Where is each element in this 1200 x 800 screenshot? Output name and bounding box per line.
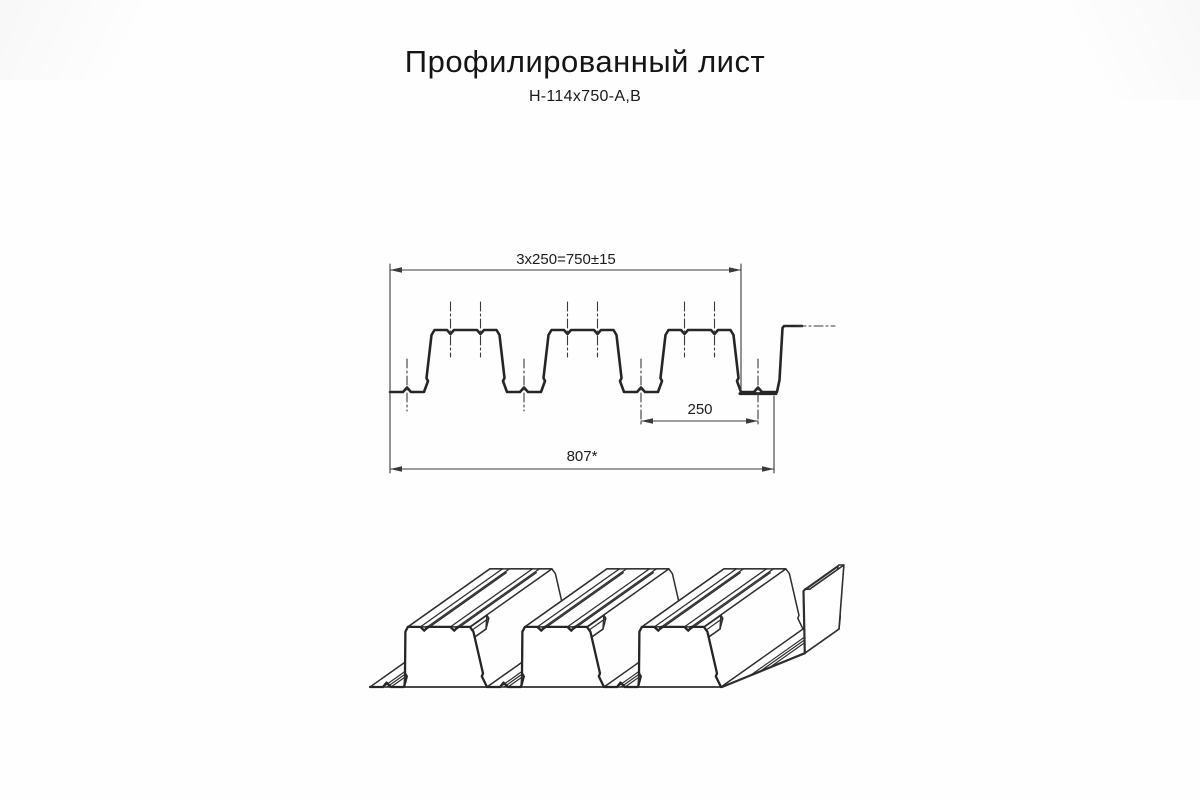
page-subtitle: Н-114х750-А,В bbox=[528, 88, 642, 105]
cross-section-view bbox=[390, 264, 835, 473]
page-title: Профилированный лист bbox=[404, 44, 766, 79]
dimension-label-overall-width: 807* bbox=[566, 448, 598, 465]
dimension-label-coverage-width: 3x250=750±15 bbox=[516, 251, 616, 268]
dimension-label-rib-pitch: 250 bbox=[687, 401, 713, 418]
perspective-view bbox=[370, 565, 844, 687]
